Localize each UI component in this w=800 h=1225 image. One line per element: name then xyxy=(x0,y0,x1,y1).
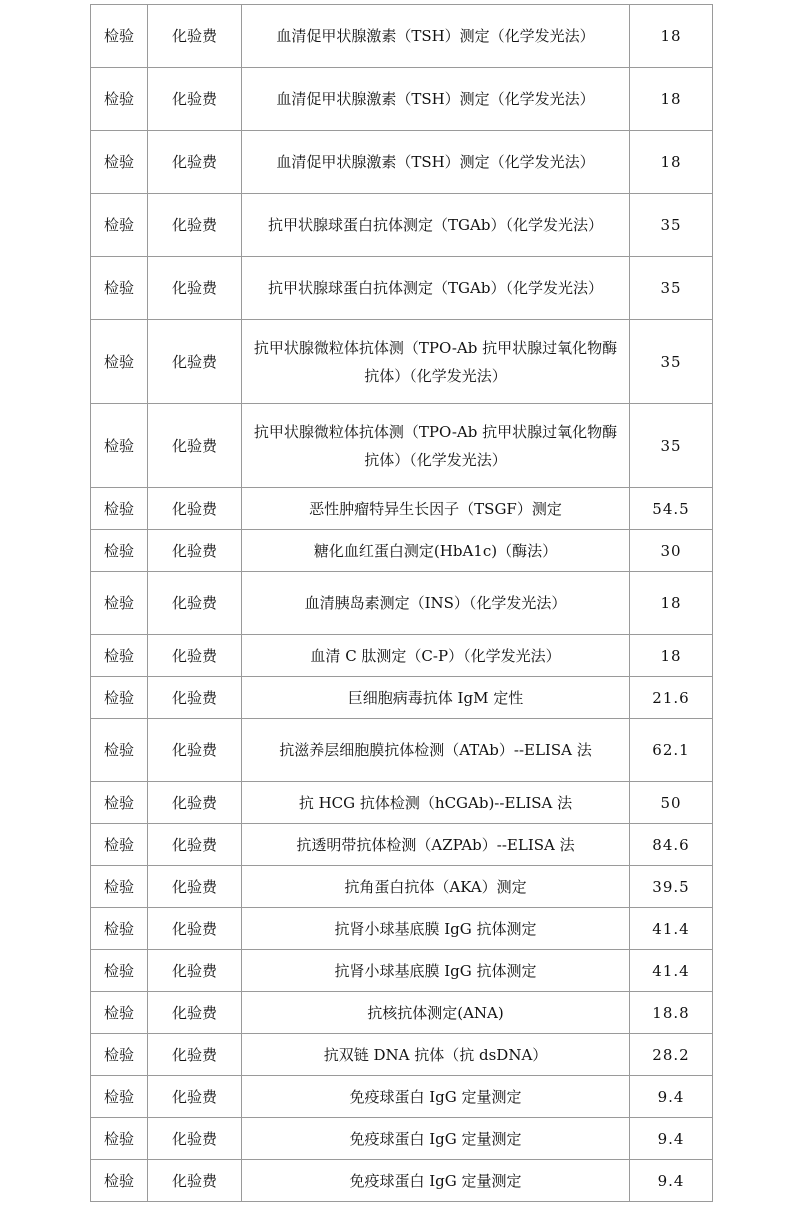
table-row xyxy=(91,992,713,1034)
item-name-cell: 恶性肿瘤特异生长因子（TSGF）测定 xyxy=(242,488,630,530)
table-row xyxy=(91,131,713,194)
price-cell: 21.6 xyxy=(630,677,713,719)
table-row xyxy=(91,1034,713,1076)
price-cell: 18 xyxy=(630,131,713,194)
item-name-cell: 抗透明带抗体检测（AZPAb）--ELISA 法 xyxy=(242,824,630,866)
fee-type-cell: 化验费 xyxy=(148,950,242,992)
item-name-cell: 血清促甲状腺激素（TSH）测定（化学发光法） xyxy=(242,5,630,68)
item-name-cell: 血清促甲状腺激素（TSH）测定（化学发光法） xyxy=(242,68,630,131)
category-cell: 检验 xyxy=(91,950,148,992)
category-cell: 检验 xyxy=(91,530,148,572)
price-cell: 9.4 xyxy=(630,1118,713,1160)
table-row xyxy=(91,488,713,530)
item-name-cell: 抗 HCG 抗体检测（hCGAb)--ELISA 法 xyxy=(242,782,630,824)
category-cell: 检验 xyxy=(91,320,148,404)
item-name-cell: 糖化血红蛋白测定(HbA1c)（酶法） xyxy=(242,530,630,572)
fee-type-cell: 化验费 xyxy=(148,635,242,677)
price-cell: 50 xyxy=(630,782,713,824)
fee-type-cell: 化验费 xyxy=(148,992,242,1034)
price-cell: 41.4 xyxy=(630,908,713,950)
table-row xyxy=(91,404,713,488)
category-cell: 检验 xyxy=(91,194,148,257)
fee-type-cell: 化验费 xyxy=(148,257,242,320)
table-row xyxy=(91,1160,713,1202)
fee-type-cell: 化验费 xyxy=(148,1034,242,1076)
category-cell: 检验 xyxy=(91,404,148,488)
price-cell: 54.5 xyxy=(630,488,713,530)
category-cell: 检验 xyxy=(91,572,148,635)
price-cell: 84.6 xyxy=(630,824,713,866)
category-cell: 检验 xyxy=(91,782,148,824)
price-cell: 41.4 xyxy=(630,950,713,992)
price-cell: 18 xyxy=(630,635,713,677)
category-cell: 检验 xyxy=(91,992,148,1034)
fee-type-cell: 化验费 xyxy=(148,488,242,530)
category-cell: 检验 xyxy=(91,719,148,782)
table-row xyxy=(91,530,713,572)
table-row xyxy=(91,635,713,677)
category-cell: 检验 xyxy=(91,5,148,68)
item-name-cell: 免疫球蛋白 IgG 定量测定 xyxy=(242,1076,630,1118)
category-cell: 检验 xyxy=(91,866,148,908)
category-cell: 检验 xyxy=(91,1160,148,1202)
category-cell: 检验 xyxy=(91,824,148,866)
table-row xyxy=(91,257,713,320)
fee-type-cell: 化验费 xyxy=(148,68,242,131)
table-row xyxy=(91,572,713,635)
price-cell: 9.4 xyxy=(630,1076,713,1118)
table-row xyxy=(91,950,713,992)
fee-table xyxy=(90,4,713,1202)
price-cell: 9.4 xyxy=(630,1160,713,1202)
category-cell: 检验 xyxy=(91,257,148,320)
item-name-cell: 抗甲状腺微粒体抗体测（TPO-Ab 抗甲状腺过氧化物酶抗体）（化学发光法） xyxy=(242,404,630,488)
price-cell: 18.8 xyxy=(630,992,713,1034)
item-name-cell: 免疫球蛋白 IgG 定量测定 xyxy=(242,1118,630,1160)
category-cell: 检验 xyxy=(91,1034,148,1076)
item-name-cell: 血清胰岛素测定（INS）（化学发光法） xyxy=(242,572,630,635)
table-row xyxy=(91,782,713,824)
item-name-cell: 抗甲状腺球蛋白抗体测定（TGAb）（化学发光法） xyxy=(242,257,630,320)
item-name-cell: 抗肾小球基底膜 IgG 抗体测定 xyxy=(242,908,630,950)
item-name-cell: 免疫球蛋白 IgG 定量测定 xyxy=(242,1160,630,1202)
item-name-cell: 巨细胞病毒抗体 IgM 定性 xyxy=(242,677,630,719)
fee-type-cell: 化验费 xyxy=(148,866,242,908)
item-name-cell: 抗甲状腺微粒体抗体测（TPO-Ab 抗甲状腺过氧化物酶抗体）（化学发光法） xyxy=(242,320,630,404)
fee-type-cell: 化验费 xyxy=(148,719,242,782)
item-name-cell: 抗角蛋白抗体（AKA）测定 xyxy=(242,866,630,908)
fee-type-cell: 化验费 xyxy=(148,782,242,824)
category-cell: 检验 xyxy=(91,1076,148,1118)
fee-type-cell: 化验费 xyxy=(148,824,242,866)
item-name-cell: 抗核抗体测定(ANA) xyxy=(242,992,630,1034)
table-row xyxy=(91,194,713,257)
price-cell: 35 xyxy=(630,404,713,488)
item-name-cell: 血清促甲状腺激素（TSH）测定（化学发光法） xyxy=(242,131,630,194)
table-row xyxy=(91,719,713,782)
fee-type-cell: 化验费 xyxy=(148,572,242,635)
price-cell: 62.1 xyxy=(630,719,713,782)
fee-type-cell: 化验费 xyxy=(148,530,242,572)
fee-type-cell: 化验费 xyxy=(148,5,242,68)
price-cell: 18 xyxy=(630,572,713,635)
table-row xyxy=(91,1118,713,1160)
table-row xyxy=(91,1076,713,1118)
fee-type-cell: 化验费 xyxy=(148,131,242,194)
category-cell: 检验 xyxy=(91,131,148,194)
fee-type-cell: 化验费 xyxy=(148,404,242,488)
item-name-cell: 抗肾小球基底膜 IgG 抗体测定 xyxy=(242,950,630,992)
item-name-cell: 抗甲状腺球蛋白抗体测定（TGAb）（化学发光法） xyxy=(242,194,630,257)
category-cell: 检验 xyxy=(91,488,148,530)
price-cell: 18 xyxy=(630,5,713,68)
fee-type-cell: 化验费 xyxy=(148,1118,242,1160)
fee-type-cell: 化验费 xyxy=(148,908,242,950)
table-row xyxy=(91,677,713,719)
fee-type-cell: 化验费 xyxy=(148,320,242,404)
category-cell: 检验 xyxy=(91,677,148,719)
category-cell: 检验 xyxy=(91,635,148,677)
price-cell: 28.2 xyxy=(630,1034,713,1076)
category-cell: 检验 xyxy=(91,68,148,131)
price-cell: 35 xyxy=(630,257,713,320)
table-row xyxy=(91,68,713,131)
category-cell: 检验 xyxy=(91,1118,148,1160)
fee-type-cell: 化验费 xyxy=(148,1160,242,1202)
table-row xyxy=(91,908,713,950)
fee-type-cell: 化验费 xyxy=(148,1076,242,1118)
price-cell: 18 xyxy=(630,68,713,131)
fee-table-body xyxy=(91,5,713,1202)
item-name-cell: 血清 C 肽测定（C-P）（化学发光法） xyxy=(242,635,630,677)
table-row xyxy=(91,320,713,404)
item-name-cell: 抗滋养层细胞膜抗体检测（ATAb）--ELISA 法 xyxy=(242,719,630,782)
price-cell: 35 xyxy=(630,194,713,257)
table-row xyxy=(91,5,713,68)
price-cell: 30 xyxy=(630,530,713,572)
table-row xyxy=(91,824,713,866)
table-row xyxy=(91,866,713,908)
item-name-cell: 抗双链 DNA 抗体（抗 dsDNA） xyxy=(242,1034,630,1076)
fee-type-cell: 化验费 xyxy=(148,677,242,719)
category-cell: 检验 xyxy=(91,908,148,950)
fee-type-cell: 化验费 xyxy=(148,194,242,257)
price-cell: 35 xyxy=(630,320,713,404)
price-cell: 39.5 xyxy=(630,866,713,908)
